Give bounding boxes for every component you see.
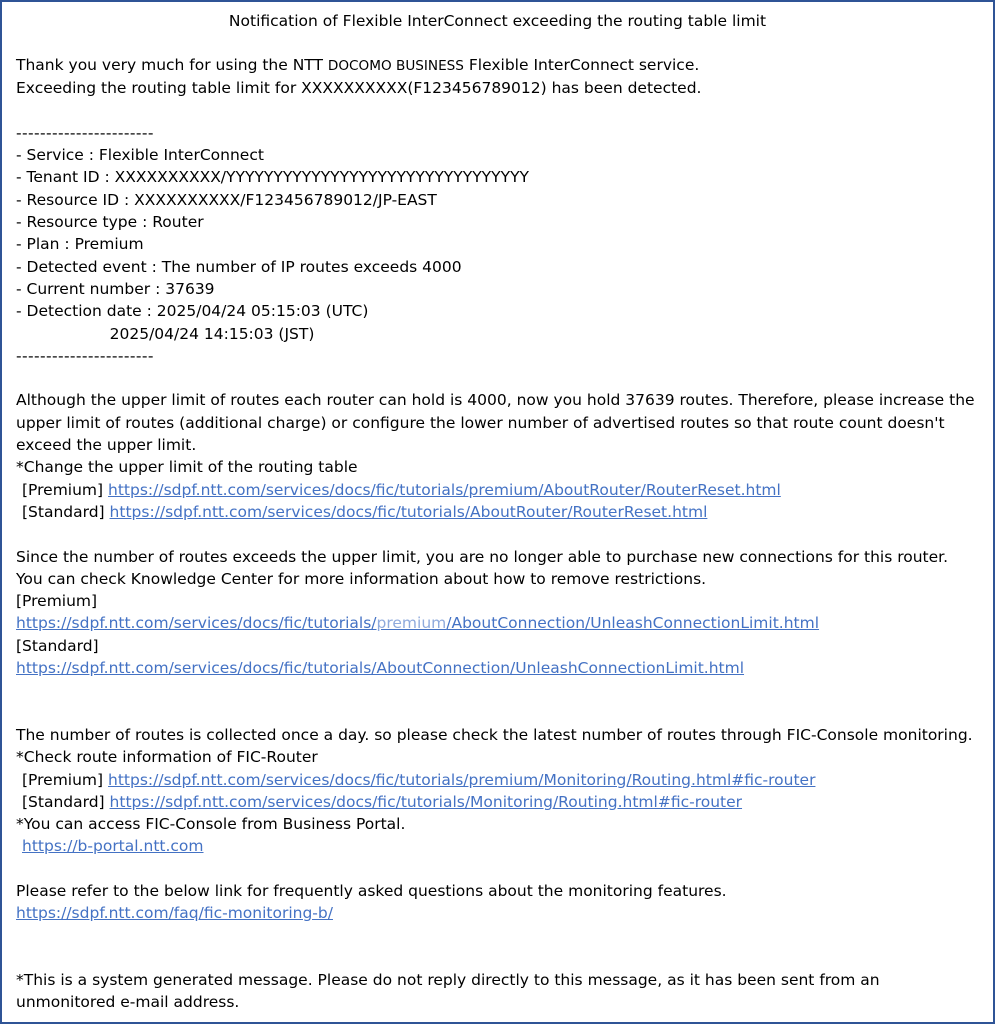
- blank-line: [16, 367, 979, 389]
- blank-line: [16, 858, 979, 880]
- connection-standard-label: [Standard]: [16, 636, 99, 655]
- details-block: [16, 122, 979, 390]
- standard-label: [Standard]: [22, 502, 105, 521]
- blank-line: [16, 947, 979, 969]
- intro-prefix: Thank you very much for using the NTT: [16, 56, 328, 74]
- limit-premium-line: [16, 479, 979, 501]
- detail-row-detection-date-utc: - Detection date : 2025/04/24 05:15:03 (UTC): [16, 302, 369, 321]
- faq-link[interactable]: https://sdpf.ntt.com/faq/fic-monitoring-b/: [16, 904, 333, 923]
- detail-row-resource-id: - Resource ID : XXXXXXXXXX/F123456789012/JP-EAST: [16, 190, 437, 209]
- monitoring-standard-line: [16, 791, 979, 813]
- portal-line: [16, 835, 979, 857]
- connection-standard-line: [16, 657, 979, 679]
- standard-label: [Standard]: [22, 792, 105, 811]
- detail-row-service: - Service : Flexible InterConnect: [16, 146, 264, 165]
- intro-block: [16, 54, 979, 122]
- premium-label: [Premium]: [22, 770, 104, 789]
- email-content: [2, 2, 993, 1014]
- faq-line: [16, 902, 979, 924]
- detail-row-detection-date-jst: 2025/04/24 14:15:03 (JST): [16, 324, 315, 343]
- detail-row-plan: - Plan : Premium: [16, 235, 144, 254]
- section-faq: [16, 880, 979, 969]
- details-rule-top: -----------------------: [16, 123, 154, 142]
- limit-note: *Change the upper limit of the routing table: [16, 458, 358, 477]
- url-premium-segment: premium: [376, 614, 447, 633]
- blank-line: [16, 100, 979, 122]
- details-rule-bottom: -----------------------: [16, 346, 154, 365]
- portal-note: *You can access FIC-Console from Business Portal.: [16, 815, 406, 834]
- blank-line: [16, 702, 979, 724]
- intro-line-2: Exceeding the routing table limit for XXXXXXXXXX(F123456789012) has been detected.: [16, 79, 702, 98]
- detail-row-resource-type: - Resource type : Router: [16, 213, 204, 232]
- connection-premium-link[interactable]: [16, 614, 819, 632]
- blank-line: [16, 925, 979, 947]
- limit-premium-link[interactable]: https://sdpf.ntt.com/services/docs/fic/tutorials/premium/AboutRouter/RouterReset.html: [108, 480, 781, 499]
- connection-standard-link[interactable]: https://sdpf.ntt.com/services/docs/fic/tutorials/AboutConnection/UnleashConnectionLimit.html: [16, 659, 745, 678]
- detail-row-detected-event: - Detected event : The number of IP routes exceeds 4000: [16, 257, 462, 276]
- footer-disclaimer: *This is a system generated message. Please do not reply directly to this message, as it has been sent from an unmonitored e-mail address.: [16, 971, 880, 1012]
- blank-line: [16, 679, 979, 701]
- connection-premium-label: [Premium]: [16, 592, 98, 611]
- section-footer: [16, 969, 979, 1014]
- connection-paragraph-2: You can check Knowledge Center for more information about how to remove restrictions.: [16, 569, 707, 588]
- section-monitoring: [16, 724, 979, 880]
- monitoring-premium-link[interactable]: https://sdpf.ntt.com/services/docs/fic/tutorials/premium/Monitoring/Routing.html#fic-router: [108, 770, 816, 789]
- limit-standard-line: [16, 501, 979, 523]
- intro-line-1: [16, 54, 979, 77]
- monitoring-note: *Check route information of FIC-Router: [16, 748, 318, 767]
- page-title: Notification of Flexible InterConnect exceeding the routing table limit: [228, 12, 767, 30]
- brand-name: DOCOMO BUSINESS: [327, 58, 464, 74]
- intro-suffix: Flexible InterConnect service.: [463, 56, 700, 74]
- connection-paragraph-1: Since the number of routes exceeds the upper limit, you are no longer able to purchase new connections for this router.: [16, 547, 949, 566]
- url-suffix: /AboutConnection/UnleashConnectionLimit.html: [446, 614, 820, 633]
- blank-line: [16, 523, 979, 545]
- detail-row-tenant-id: - Tenant ID : XXXXXXXXXX/YYYYYYYYYYYYYYYYYYYYYYYYYYYYYYYY: [16, 168, 530, 187]
- monitoring-paragraph: The number of routes is collected once a day. so please check the latest number of routes through FIC-Console monitoring.: [16, 725, 973, 744]
- section-connection-limit: [16, 546, 979, 724]
- connection-premium-line: [16, 612, 979, 634]
- limit-paragraph: Although the upper limit of routes each router can hold is 4000, now you hold 37639 routes. Therefore, please increase the upper limit of routes (additional charge) or configure the lower number of advertised routes so that route count doesn't exceed the upper limit.: [16, 391, 975, 455]
- section-routing-limit: [16, 389, 979, 545]
- limit-standard-link[interactable]: https://sdpf.ntt.com/services/docs/fic/tutorials/AboutRouter/RouterReset.html: [109, 502, 708, 521]
- spacer: [16, 32, 979, 54]
- detail-row-current-number: - Current number : 37639: [16, 279, 215, 298]
- url-prefix: https://sdpf.ntt.com/services/docs/fic/tutorials/: [16, 614, 377, 633]
- business-portal-link[interactable]: https://b-portal.ntt.com: [22, 837, 204, 856]
- premium-label: [Premium]: [22, 480, 104, 499]
- monitoring-premium-line: [16, 769, 979, 791]
- faq-paragraph: Please refer to the below link for frequently asked questions about the monitoring features.: [16, 881, 727, 900]
- monitoring-standard-link[interactable]: https://sdpf.ntt.com/services/docs/fic/tutorials/Monitoring/Routing.html#fic-router: [109, 792, 743, 811]
